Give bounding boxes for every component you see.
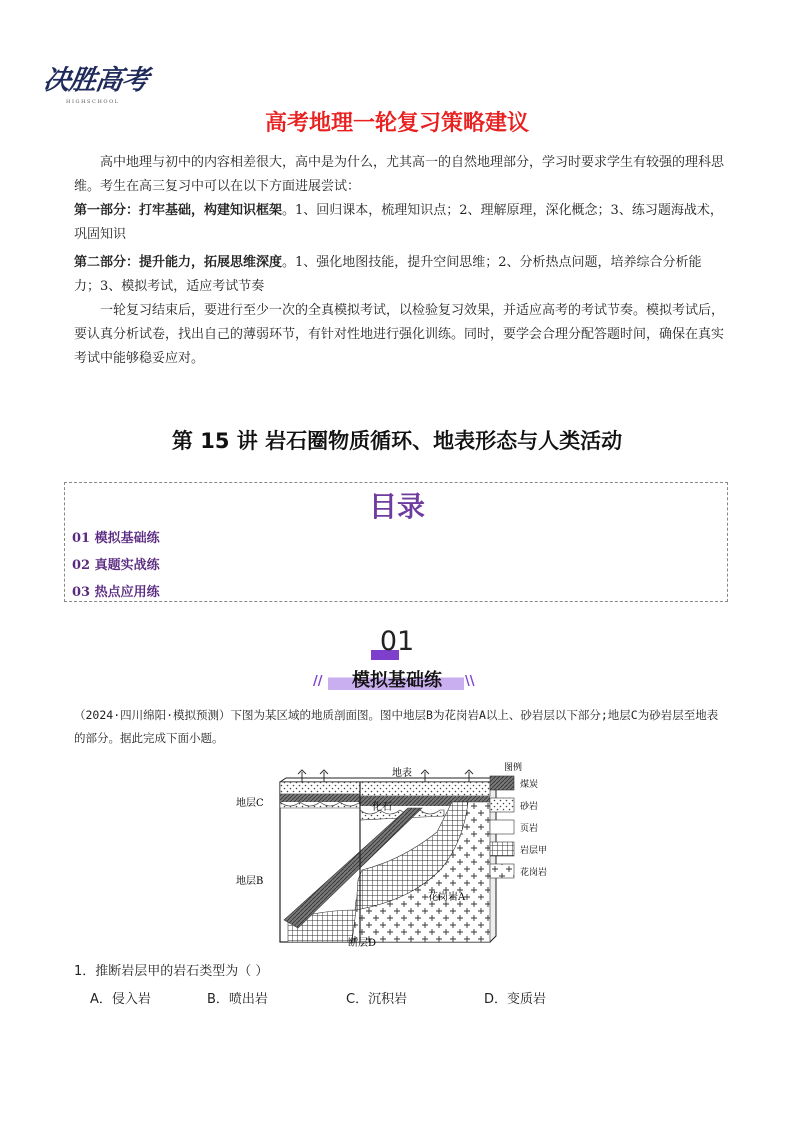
legend-title: 图例 (504, 763, 523, 773)
logo-subtitle: H I G H S C H O O L (66, 99, 119, 105)
section-number: 01 (379, 626, 415, 657)
part2-label: 第二部分：提升能力，拓展思维深度 (74, 255, 283, 270)
surface-label: 地表 (392, 768, 412, 779)
toc-item[interactable]: 01 模拟基础练 (72, 531, 160, 546)
part1-text: 。1、回归课本，梳理知识点；2、理解原理，深化概念；3、练习题海战术，巩固知识 (74, 203, 723, 242)
option-c[interactable]: C．沉积岩 (346, 992, 408, 1007)
coal-layer (280, 794, 360, 802)
part2-text: 。1、强化地图技能，提升空间思维；2、分析热点问题，培养综合分析能力；3、模拟考试，适应考试节奏 (74, 255, 702, 294)
legend-label: 煤炭 (520, 780, 539, 790)
intro-paragraph-1: 高中地理与初中的内容相差很大，高中是为什么，尤其高一的自然地理部分，学习时要求学生有较强的理科思维。考生在高三复习中可以在以下方面进展尝试： (74, 155, 725, 194)
option-a[interactable]: A．侵入岩 (90, 992, 151, 1007)
fossil-label: 化石 (372, 802, 392, 813)
toc-item[interactable]: 03 热点应用练 (72, 585, 160, 600)
fault-d-label: 断层D (348, 938, 377, 949)
table-of-contents (64, 482, 728, 602)
legend-granite-swatch (490, 864, 514, 878)
section-left-mark: // (313, 674, 323, 689)
legend-shale-swatch (490, 820, 514, 834)
intro-part-1 (74, 199, 724, 247)
legend-label: 花岗岩 (520, 868, 548, 878)
main-title: 高考地理一轮复习策略建议 (264, 111, 529, 136)
layer-b-label: 地层B (236, 876, 264, 887)
toc-title: 目录 (368, 490, 425, 523)
option-d[interactable]: D．变质岩 (484, 992, 547, 1007)
intro-paragraph-3: 一轮复习结束后，要进行至少一次的全真模拟考试，以检验复习效果，并适应高考的考试节奏。模拟考试后，要认真分析试卷，找出自己的薄弱环节，有针对性地进行强化训练。同时，要学会合理分配答题时间，确保在真实考试中能够稳妥应对。 (74, 303, 725, 366)
tree-icon (298, 770, 473, 782)
question-intro: （2024·四川绵阳·模拟预测）下图为某区域的地质剖面图。图中地层B为花岗岩A以上、砂岩层以下部分;地层C为砂岩层至地表的部分。据此完成下面小题。 (74, 708, 719, 745)
layer-c-label: 地层C (236, 798, 264, 809)
intro-part-2 (74, 251, 724, 299)
option-b[interactable]: B．喷出岩 (207, 992, 268, 1007)
section-title: 模拟基础练 (352, 670, 442, 691)
legend-label: 砂岩 (520, 802, 539, 812)
legend-layer-jia-swatch (490, 842, 514, 856)
legend-coal-swatch (490, 776, 514, 790)
part1-label: 第一部分：打牢基础，构建知识框架 (74, 203, 283, 218)
legend-label: 页岩 (520, 824, 539, 834)
granite-a-label: 花岗岩A (428, 892, 466, 903)
section-right-mark: \\ (465, 674, 475, 689)
logo-text: 决胜高考 (41, 65, 150, 96)
geological-cross-section-figure (232, 760, 592, 950)
toc-item[interactable]: 02 真题实战练 (72, 558, 160, 573)
legend-label: 岩层甲 (520, 846, 548, 856)
lesson-title: 第 15 讲 岩石圈物质循环、地表形态与人类活动 (171, 429, 623, 453)
legend-sandstone-swatch (490, 798, 514, 812)
question-1-stem: 1．推断岩层甲的岩石类型为（ ） (74, 964, 269, 979)
